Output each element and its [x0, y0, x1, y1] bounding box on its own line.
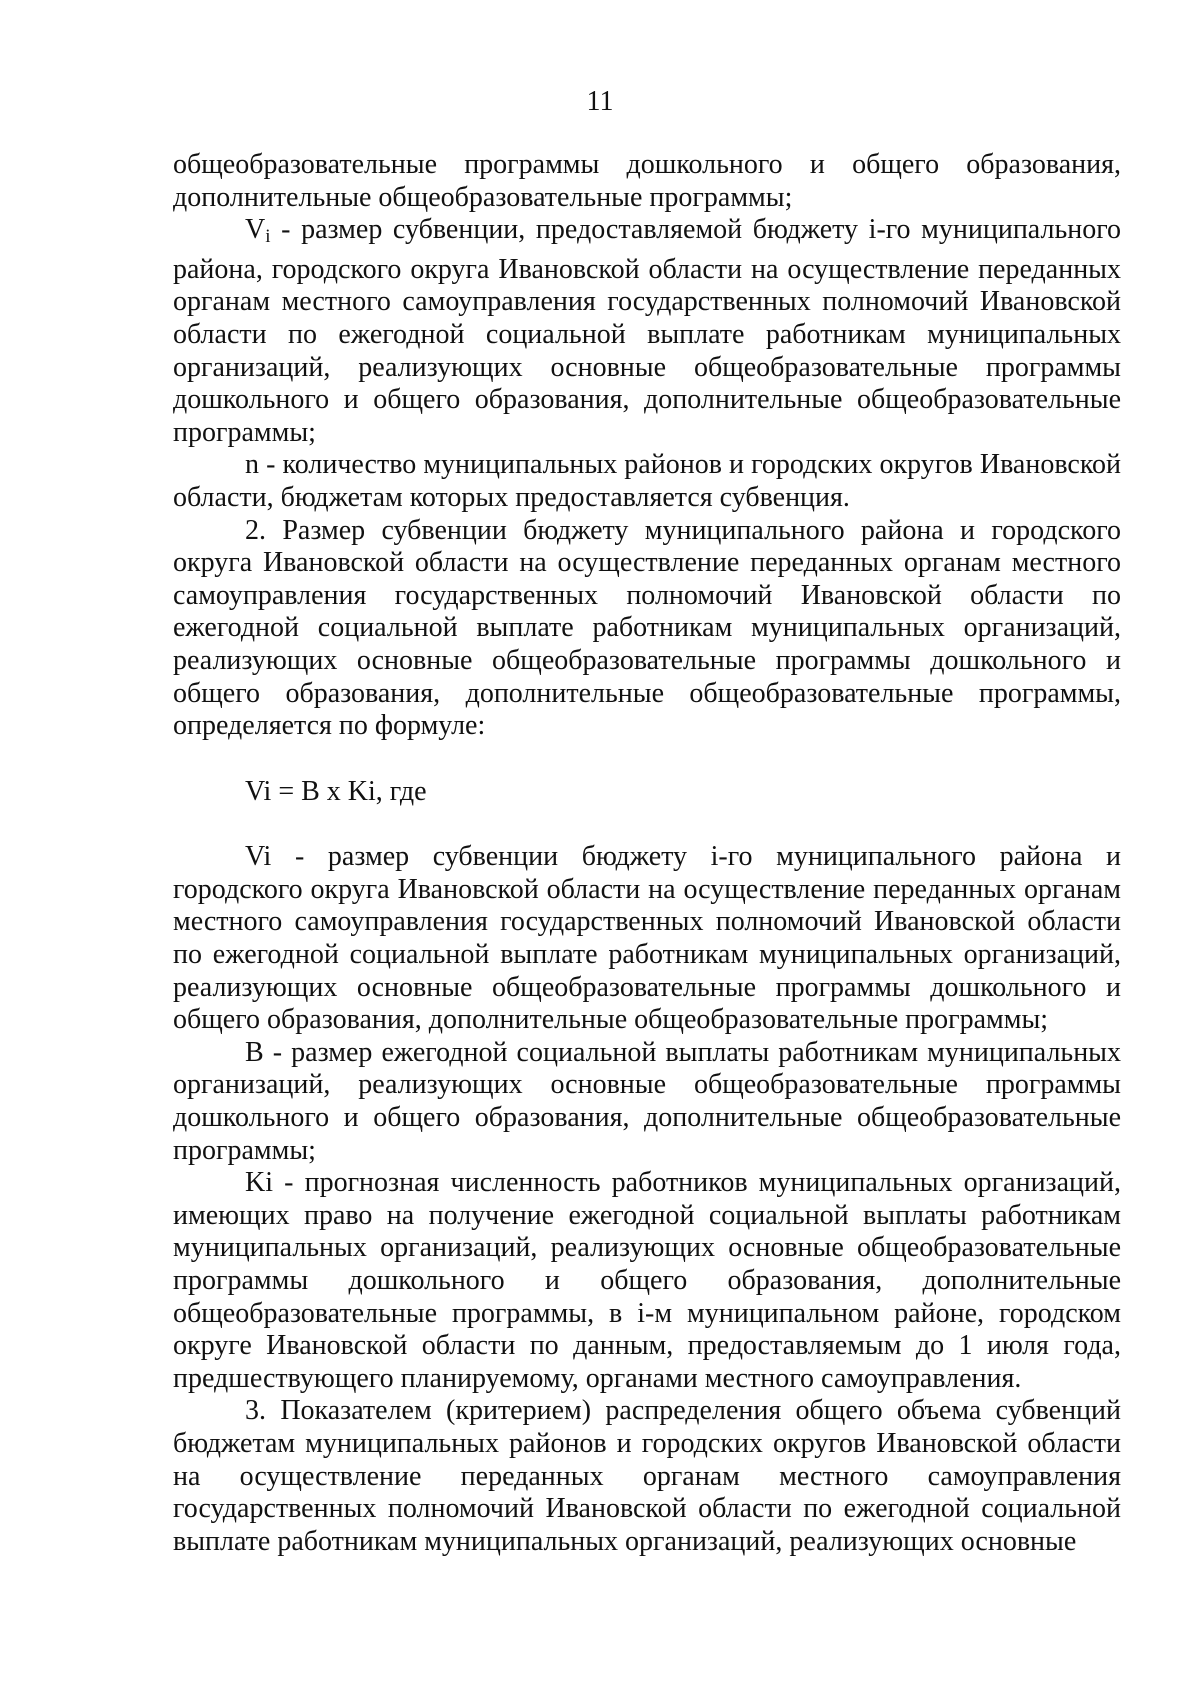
paragraph-item-3: 3. Показателем (критерием) распределения общего объема субвенций бюджетам муниципальных районов и городских округов Ивановской области на осуществление переданных органам местного самоуправления государственных полномочий Ивановской области по ежегодной социальной выплате работникам муниципальных организаций, реализующих основные	[173, 1395, 1121, 1557]
paragraph-continuation: общеобразовательные программы дошкольного и общего образования, дополнительные общеобразовательные программы;	[173, 149, 1121, 213]
document-body	[173, 149, 1121, 1558]
variable-subscript-i: i	[265, 226, 271, 248]
paragraph-n-definition: n - количество муниципальных районов и городских округов Ивановской области, бюджетам которых предоставляется субвенция.	[173, 449, 1121, 513]
variable-v: V	[245, 214, 266, 246]
formula: Vi = B x Ki, где	[245, 775, 427, 807]
paragraph-vi-term: Vi - размер субвенции бюджету i-го муниципального района и городского округа Ивановской области на осуществление переданных органам местного самоуправления государственных полномочий Ивановской области по ежегодной социальной выплате работникам муниципальных организаций, реализующих основные общеобразовательные программы дошкольного и общего образования, дополнительные общеобразовательные программы;	[173, 841, 1121, 1036]
paragraph-b-term: B - размер ежегодной социальной выплаты работникам муниципальных организаций, реализующих основные общеобразовательные программы дошкольного и общего образования, дополнительные общеобразовательные программы;	[173, 1036, 1121, 1166]
paragraph-vi-definition	[173, 214, 1121, 449]
paragraph-item-2: 2. Размер субвенции бюджету муниципального района и городского округа Ивановской области на осуществление переданных органам местного самоуправления государственных полномочий Ивановской области по ежегодной социальной выплате работникам муниципальных организаций, реализующих основные общеобразовательные программы дошкольного и общего образования, дополнительные общеобразовательные программы, определяется по формуле:	[173, 514, 1121, 742]
paragraph-vi-definition-text: - размер субвенции, предоставляемой бюджету i-го муниципального района, городского округа Ивановской области на осуществление переданных органам местного самоуправления государственных полномочий Ивановской области по ежегодной социальной выплате работникам муниципальных организаций, реализующих основные общеобразовательные программы дошкольного и общего образования, дополнительные общеобразовательные программы;	[173, 214, 1121, 448]
page-number: 11	[586, 86, 614, 117]
paragraph-ki-term: Ki - прогнозная численность работников муниципальных организаций, имеющих право на получение ежегодной социальной выплаты работникам муниципальных организаций, реализующих основные общеобразовательные программы дошкольного и общего образования, дополнительные общеобразовательные программы, в i-м муниципальном районе, городском округе Ивановской области по данным, предоставляемым до 1 июля года, предшествующего планируемому, органами местного самоуправления.	[173, 1167, 1121, 1394]
